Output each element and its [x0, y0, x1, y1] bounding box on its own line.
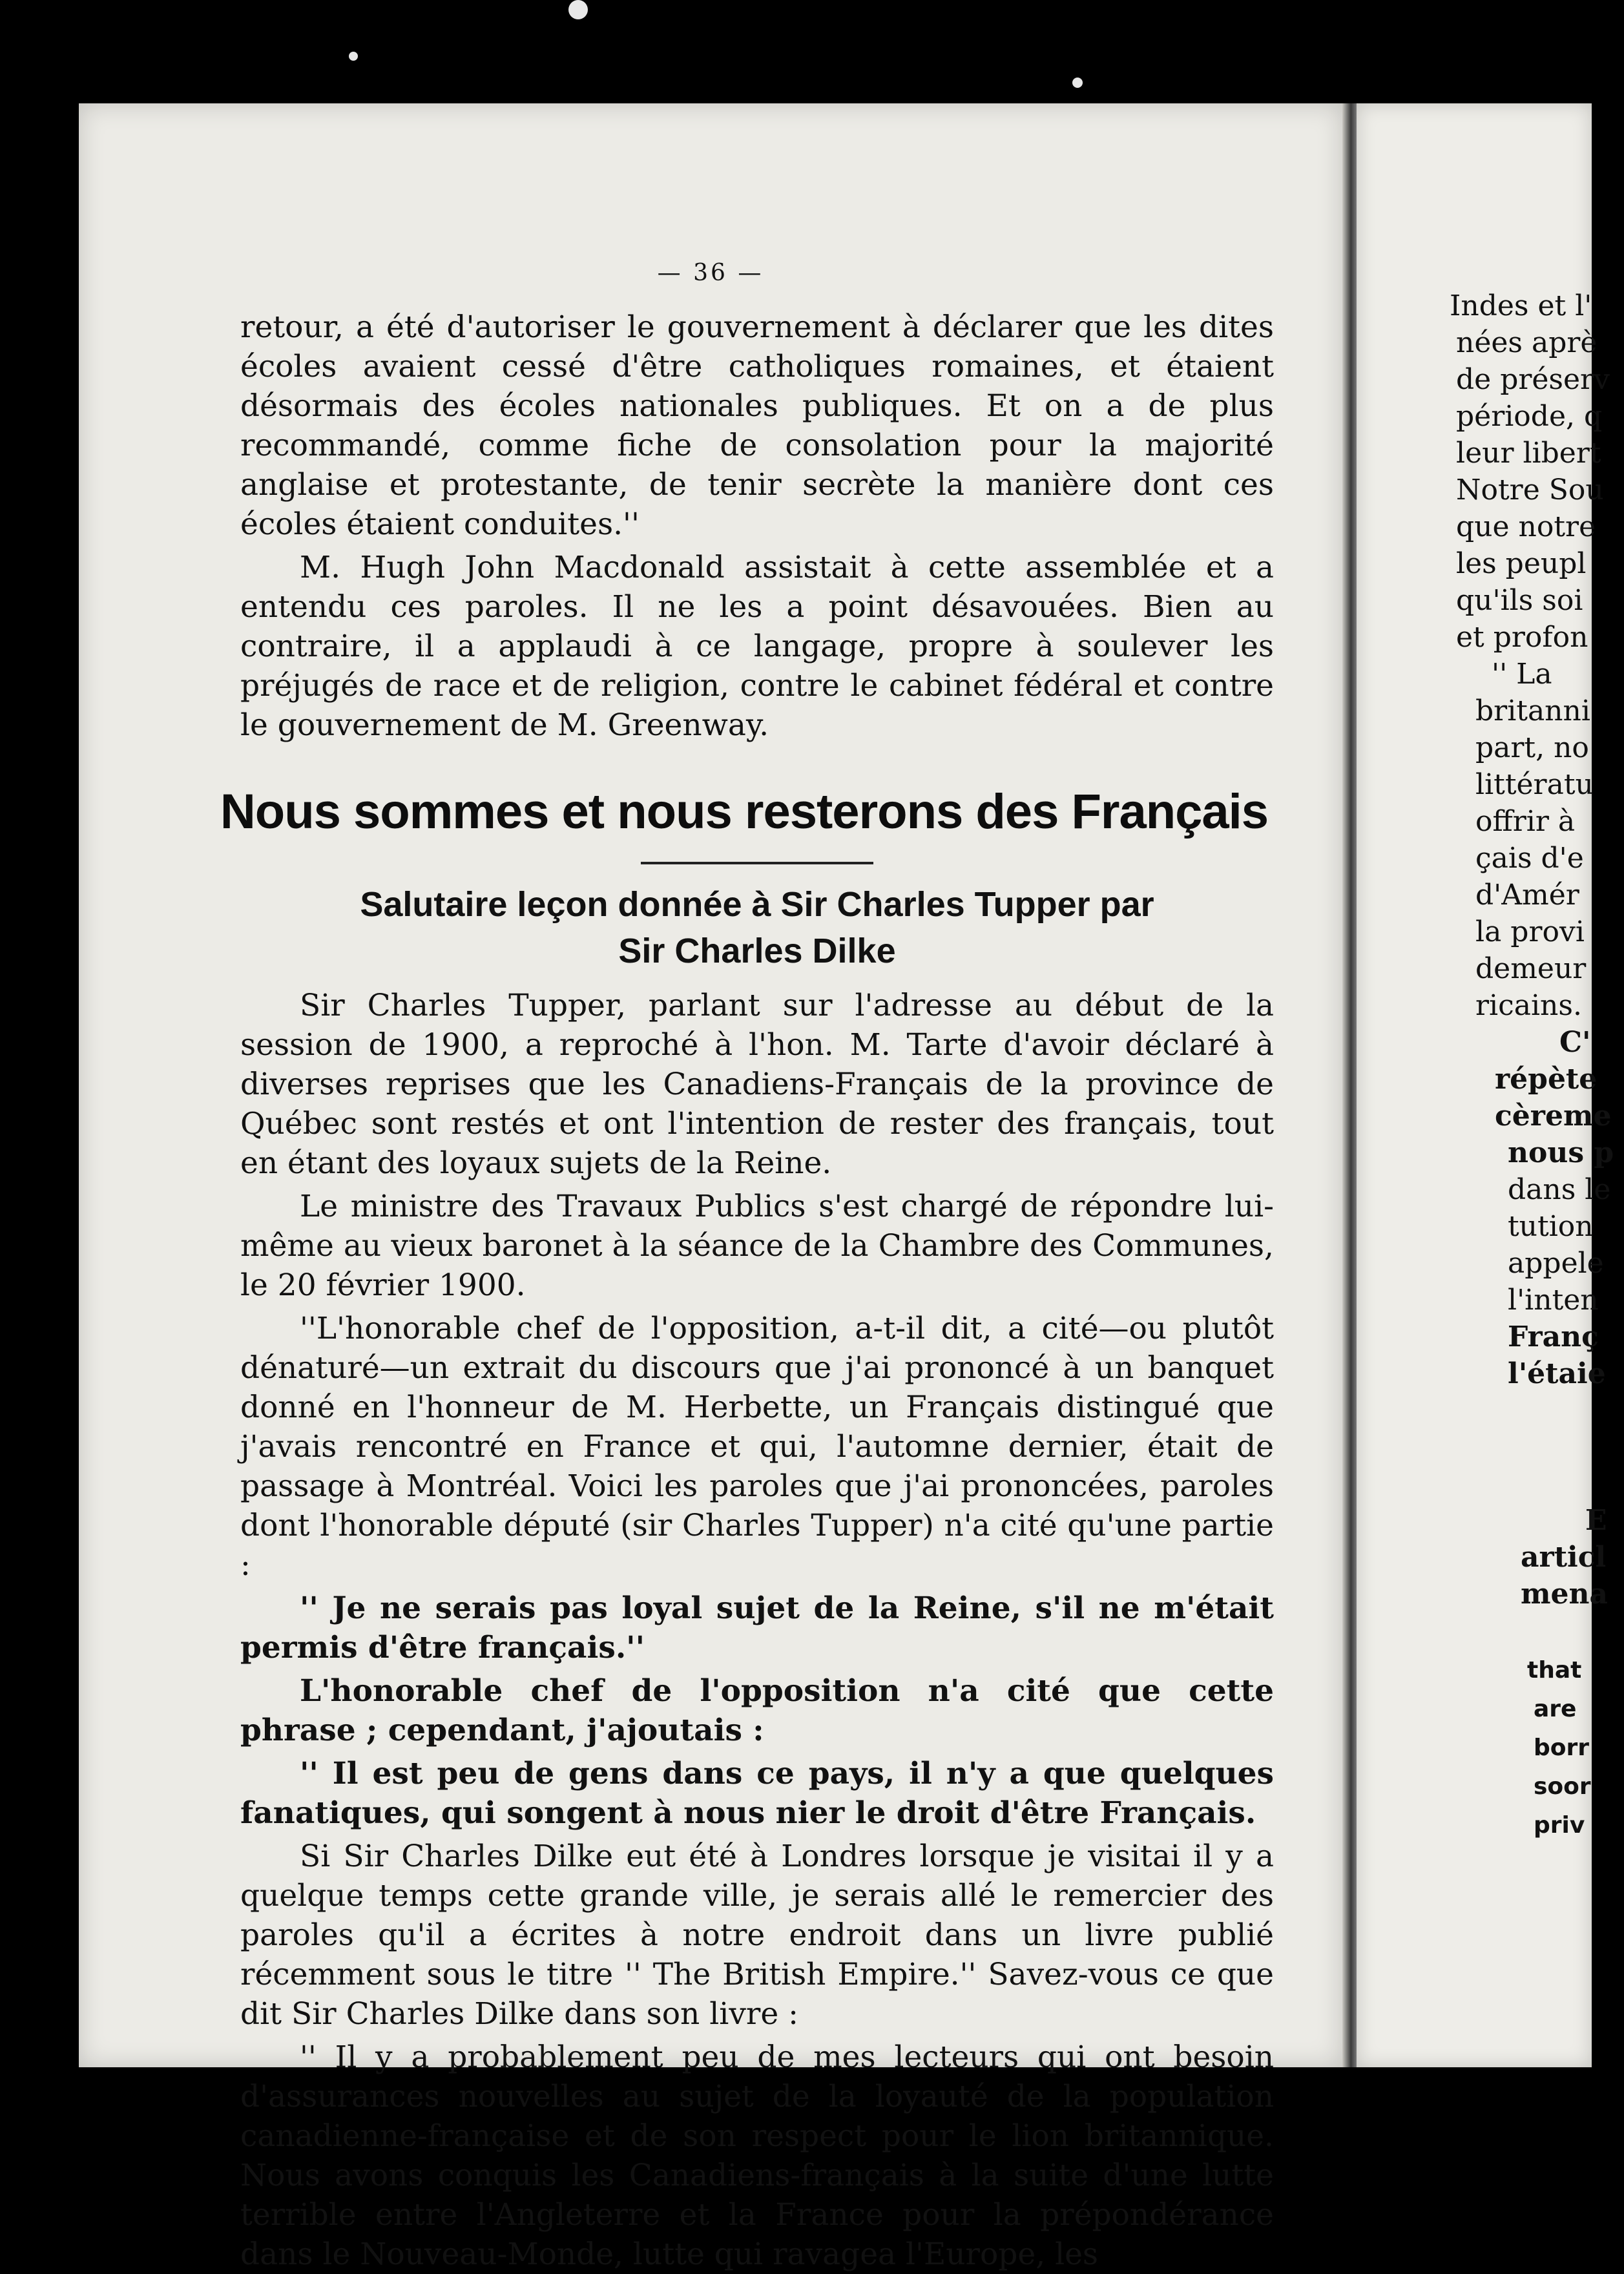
right-line: période, q: [1456, 400, 1603, 433]
right-line: ricains.: [1475, 989, 1582, 1022]
right-line: E: [1585, 1504, 1607, 1537]
right-line: mena: [1521, 1578, 1608, 1611]
right-line: are: [1534, 1696, 1577, 1722]
right-line: Franç: [1508, 1320, 1599, 1353]
right-line: les peupl: [1456, 547, 1587, 580]
right-line: que notre: [1456, 510, 1596, 543]
loyal-quote-paragraph: '' Je ne serais pas loyal sujet de la Reine, s'il ne m'était permis d'être français.'': [240, 1591, 1274, 1665]
right-line: nous p: [1508, 1136, 1614, 1169]
subheading-line-2: Sir Charles Dilke: [618, 932, 896, 970]
right-line: appele: [1508, 1247, 1604, 1280]
right-line: offrir à: [1475, 805, 1576, 838]
right-line: demeur: [1475, 952, 1587, 985]
lecteurs-paragraph: '' Il y a probablement peu de mes lecteurs qui ont besoin d'assurances nouvelles au sujet de la loyauté de la population canadienne-française et de son respect pour le lion britannique. Nous avons conquis les Canadiens-français à la suite d'une lutte terrible entre l'Angleterre et la France pour la prépondérance dans le Nouveau-Monde, lutte qui ravagea l'Europe, les: [240, 2039, 1274, 2272]
right-line: leur libert: [1456, 437, 1601, 470]
right-line: Indes et l': [1450, 289, 1592, 322]
heading-rule: [641, 862, 873, 864]
right-line: l'inten: [1508, 1284, 1599, 1317]
right-line: d'Amér: [1475, 879, 1579, 912]
right-line: l'étaie: [1508, 1357, 1606, 1390]
subheading-line-1: Salutaire leçon donnée à Sir Charles Tupper par: [360, 885, 1154, 924]
right-line: qu'ils soi: [1456, 584, 1583, 617]
left-page-text: [220, 308, 1274, 2274]
right-line: répète: [1495, 1063, 1598, 1096]
scan-speck: [568, 0, 588, 19]
right-line: de préserv: [1456, 363, 1610, 396]
scan-speck: [1072, 78, 1083, 88]
right-page-text-fragment: [1450, 287, 1624, 1845]
right-line: et profon: [1456, 621, 1588, 654]
right-line: Notre Sou: [1456, 474, 1604, 506]
dilke-paragraph: Si Sir Charles Dilke eut été à Londres lorsque je visitai il y a quelque temps cette grande ville, je serais allé le remercier des paroles qu'il a écrites à notre endroit dans un livre publié récemment sous le titre '' The British Empire.'' Savez-vous ce que dit Sir Charles Dilke dans son livre :: [240, 1839, 1274, 2032]
tupper-paragraph: Sir Charles Tupper, parlant sur l'adresse au début de la session de 1900, a reproché à l'hon. M. Tarte d'avoir déclaré à diverses reprises que les Canadiens-Français de la province de Québec sont restés et ont l'intention de rester des français, tout en étant des loyaux sujets de la Reine.: [240, 988, 1274, 1181]
right-line: cèreme: [1495, 1100, 1612, 1132]
right-line: la provi: [1475, 915, 1585, 948]
section-heading: Nous sommes et nous resterons des Français: [220, 784, 1269, 839]
right-line: '' La: [1492, 658, 1552, 691]
right-line: priv: [1534, 1812, 1585, 1839]
ministre-paragraph: Le ministre des Travaux Publics s'est chargé de répondre lui-même au vieux baronet à la séance de la Chambre des Communes, le 20 février 1900.: [240, 1189, 1274, 1303]
right-line: that: [1527, 1657, 1582, 1684]
right-line: soor: [1534, 1773, 1591, 1800]
right-line: çais d'e: [1475, 842, 1584, 875]
right-line: articl: [1521, 1541, 1607, 1574]
phrase-paragraph: L'honorable chef de l'opposition n'a cité que cette phrase ; cependant, j'ajoutais :: [240, 1673, 1274, 1748]
right-line: C': [1559, 1026, 1591, 1059]
page-number: — 36 —: [657, 260, 764, 286]
fanatiques-paragraph: '' Il est peu de gens dans ce pays, il n'y a que quelques fanatiques, qui songent à nous nier le droit d'être Français.: [240, 1756, 1274, 1831]
macdonald-paragraph: M. Hugh John Macdonald assistait à cette assemblée et a entendu ces paroles. Il ne les a point désavouées. Bien au contraire, il a applaudi à ce langage, propre à soulever les préjugés de race et de religion, contre le cabinet fédéral et contre le gouvernement de M. Greenway.: [240, 550, 1274, 743]
right-line: littératu: [1475, 768, 1594, 801]
right-line: dans le: [1508, 1173, 1611, 1206]
right-line: part, no: [1475, 731, 1589, 764]
right-line: nées aprè: [1456, 326, 1598, 359]
right-line: borr: [1534, 1735, 1590, 1761]
right-line: britanni: [1475, 694, 1590, 727]
honorable-quote-paragraph: ''L'honorable chef de l'opposition, a-t-il dit, a cité—ou plutôt dénaturé—un extrait du discours que j'ai prononcé à un banquet donné en l'honneur de M. Herbette, un Français distingué que j'avais rencontré en France et qui, l'automne dernier, était de passage à Montréal. Voici les paroles que j'ai prononcées, paroles dont l'honorable député (sir Charles Tupper) n'a cité qu'une partie :: [240, 1311, 1274, 1583]
section-subheading: [240, 881, 1274, 974]
right-line: tution: [1508, 1210, 1594, 1243]
book-gutter: [1342, 103, 1357, 2067]
opening-paragraph: retour, a été d'autoriser le gouvernement à déclarer que les dites écoles avaient cessé d'être catholiques romaines, et étaient désormais des écoles nationales publiques. Et on a de plus recommandé, comme fiche de consolation pour la majorité anglaise et protestante, de tenir secrète la manière dont ces écoles étaient conduites.'': [240, 309, 1274, 542]
scan-speck: [349, 52, 358, 61]
